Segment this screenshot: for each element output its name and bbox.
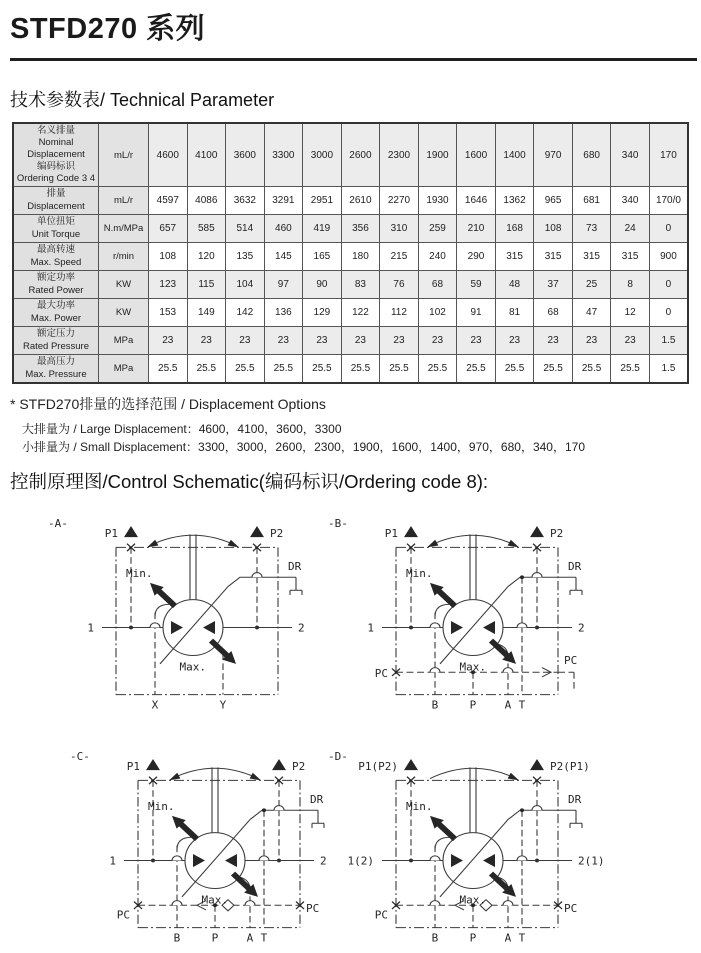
table-cell: 315 [572, 243, 611, 271]
table-cell: 23 [341, 327, 380, 355]
p1-label: P1 [104, 527, 118, 541]
max-label: Max. [459, 660, 486, 674]
table-cell: 1646 [457, 187, 496, 215]
table-cell: 23 [572, 327, 611, 355]
table-cell: 23 [611, 327, 650, 355]
variant-tag: -C- [70, 750, 90, 763]
table-cell: 165 [303, 243, 342, 271]
bottom-port-label: T [260, 931, 268, 945]
table-cell: 108 [534, 215, 573, 243]
bottom-port-label: B [431, 698, 439, 712]
table-cell: 12 [611, 299, 650, 327]
table-cell: 290 [457, 243, 496, 271]
table-cell: 170 [649, 123, 688, 187]
p1-label: P1(P2) [358, 760, 398, 774]
variant-tag: -D- [328, 750, 348, 763]
table-row [13, 271, 688, 299]
table-cell: 81 [495, 299, 534, 327]
table-cell: 2270 [380, 187, 419, 215]
table-cell: 83 [341, 271, 380, 299]
schematic-A [38, 512, 348, 717]
row-label: 最大功率 Max. Power [13, 299, 99, 327]
table-cell: 315 [495, 243, 534, 271]
table-cell: 123 [149, 271, 188, 299]
table-cell: 210 [457, 215, 496, 243]
bottom-port-label: P [469, 931, 477, 945]
table-cell: 135 [226, 243, 265, 271]
table-cell: 1.5 [649, 355, 688, 384]
table-cell: 340 [611, 123, 650, 187]
table-cell: 25.5 [149, 355, 188, 384]
schematic-D [318, 745, 628, 950]
table-cell: 136 [264, 299, 303, 327]
table-cell: 129 [303, 299, 342, 327]
variant-tag: -B- [328, 517, 348, 530]
row-unit: KW [99, 299, 149, 327]
table-cell: 4597 [149, 187, 188, 215]
table-cell: 25.5 [418, 355, 457, 384]
table-cell: 340 [611, 187, 650, 215]
note-small-displacement: 小排量为 / Small Displacement：3300，3000，2600，2300，1900，1600，1400，970，680，340，170 [22, 440, 585, 454]
row-unit: mL/r [99, 123, 149, 187]
title-divider [10, 58, 697, 61]
table-cell: 25.5 [226, 355, 265, 384]
table-cell: 4100 [187, 123, 226, 187]
row-unit: r/min [99, 243, 149, 271]
table-row [13, 187, 688, 215]
table-cell: 37 [534, 271, 573, 299]
table-cell: 25.5 [457, 355, 496, 384]
row-unit: MPa [99, 355, 149, 384]
bottom-port-label: P [469, 698, 477, 712]
table-cell: 23 [495, 327, 534, 355]
port-left-label: 1 [87, 621, 94, 635]
variant-tag: -A- [48, 517, 68, 530]
table-row [13, 215, 688, 243]
table-cell: 0 [649, 271, 688, 299]
table-cell: 90 [303, 271, 342, 299]
p1-label: P1 [126, 760, 140, 774]
note-large-displacement: 大排量为 / Large Displacement：4600，4100，3600，3300 [22, 422, 342, 436]
row-unit: N.m/MPa [99, 215, 149, 243]
schematic-diagram-A- [38, 512, 348, 717]
dr-label: DR [568, 560, 582, 573]
table-cell: 180 [341, 243, 380, 271]
table-cell: 25.5 [303, 355, 342, 384]
row-unit: MPa [99, 327, 149, 355]
bottom-port-label: A [246, 931, 254, 945]
table-cell: 168 [495, 215, 534, 243]
table-cell: 59 [457, 271, 496, 299]
table-cell: 2951 [303, 187, 342, 215]
table-cell: 681 [572, 187, 611, 215]
table-cell: 23 [187, 327, 226, 355]
max-label: Max. [201, 893, 228, 907]
table-cell: 145 [264, 243, 303, 271]
bottom-port-label: A [504, 698, 512, 712]
pc-left-label: PC [374, 908, 388, 922]
table-cell: 25.5 [495, 355, 534, 384]
table-cell: 3300 [264, 123, 303, 187]
dr-label: DR [310, 793, 324, 806]
bottom-port-label: A [504, 931, 512, 945]
table-cell: 25.5 [341, 355, 380, 384]
table-cell: 25.5 [611, 355, 650, 384]
min-label: Min. [406, 567, 433, 581]
table-cell: 115 [187, 271, 226, 299]
bottom-port-label: T [518, 931, 526, 945]
table-cell: 170/0 [649, 187, 688, 215]
bottom-port-label: B [431, 931, 439, 945]
table-cell: 215 [380, 243, 419, 271]
table-cell: 25 [572, 271, 611, 299]
table-row [13, 355, 688, 384]
p1-label: P1 [384, 527, 398, 541]
table-cell: 4600 [149, 123, 188, 187]
p2-label: P2(P1) [550, 760, 590, 774]
table-cell: 153 [149, 299, 188, 327]
table-cell: 68 [418, 271, 457, 299]
table-cell: 1.5 [649, 327, 688, 355]
dr-label: DR [568, 793, 582, 806]
row-label: 最高压力 Max. Pressure [13, 355, 99, 384]
table-cell: 8 [611, 271, 650, 299]
schematic-diagram-B- [318, 512, 628, 717]
table-cell: 3600 [226, 123, 265, 187]
table-cell: 23 [457, 327, 496, 355]
table-cell: 3000 [303, 123, 342, 187]
table-cell: 315 [611, 243, 650, 271]
bottom-port-label: Y [219, 698, 227, 712]
port-left-label: 1 [367, 621, 374, 635]
row-unit: KW [99, 271, 149, 299]
table-cell: 900 [649, 243, 688, 271]
port-left-label: 1 [109, 854, 116, 868]
table-cell: 0 [649, 215, 688, 243]
table-cell: 25.5 [264, 355, 303, 384]
table-cell: 25.5 [534, 355, 573, 384]
table-cell: 4086 [187, 187, 226, 215]
table-cell: 1900 [418, 123, 457, 187]
table-row [13, 243, 688, 271]
dr-label: DR [288, 560, 302, 573]
table-cell: 104 [226, 271, 265, 299]
table-cell: 2610 [341, 187, 380, 215]
table-row [13, 327, 688, 355]
table-cell: 23 [226, 327, 265, 355]
min-label: Min. [125, 567, 153, 581]
table-cell: 120 [187, 243, 226, 271]
bottom-port-label: X [151, 698, 159, 712]
section-heading-technical-parameter: 技术参数表/ Technical Parameter [10, 90, 275, 110]
table-cell: 585 [187, 215, 226, 243]
table-cell: 68 [534, 299, 573, 327]
page-title: STFD270 系列 [10, 13, 206, 45]
pc-left-label: PC [374, 667, 388, 680]
p2-label: P2 [270, 527, 284, 541]
table-cell: 23 [534, 327, 573, 355]
table-cell: 142 [226, 299, 265, 327]
table-cell: 102 [418, 299, 457, 327]
table-cell: 23 [149, 327, 188, 355]
table-cell: 965 [534, 187, 573, 215]
table-cell: 23 [418, 327, 457, 355]
port-right-label: 2 [298, 621, 305, 635]
table-cell: 2600 [341, 123, 380, 187]
schematic-B [318, 512, 628, 717]
min-label: Min. [148, 800, 175, 814]
row-label: 最高转速 Max. Speed [13, 243, 99, 271]
table-cell: 108 [149, 243, 188, 271]
pc-right-label: PC [564, 902, 578, 915]
table-cell: 657 [149, 215, 188, 243]
table-cell: 25.5 [380, 355, 419, 384]
p2-label: P2 [292, 760, 306, 774]
max-label: Max. [459, 893, 486, 907]
table-cell: 259 [418, 215, 457, 243]
table-cell: 23 [303, 327, 342, 355]
schematic-diagram-D- [318, 745, 628, 950]
table-cell: 419 [303, 215, 342, 243]
technical-parameter-table [12, 122, 689, 384]
table-cell: 23 [380, 327, 419, 355]
bottom-port-label: T [518, 698, 526, 712]
table-row [13, 123, 688, 187]
table-cell: 24 [611, 215, 650, 243]
table-cell: 1400 [495, 123, 534, 187]
row-label: 额定压力 Rated Pressure [13, 327, 99, 355]
table-cell: 240 [418, 243, 457, 271]
table-cell: 1930 [418, 187, 457, 215]
table-cell: 1600 [457, 123, 496, 187]
table-cell: 3632 [226, 187, 265, 215]
port-right-label: 2 [320, 854, 327, 868]
table-cell: 48 [495, 271, 534, 299]
row-label: 排量 Displacement [13, 187, 99, 215]
port-right-label: 2(1) [578, 854, 605, 868]
max-label: Max. [179, 660, 206, 674]
pc-right-label: PC [564, 654, 578, 667]
row-label: 名义排量 Nominal Displacement 编码标识 Ordering Code 3 4 [13, 123, 99, 187]
row-unit: mL/r [99, 187, 149, 215]
row-label: 单位扭矩 Unit Torque [13, 215, 99, 243]
table-cell: 310 [380, 215, 419, 243]
table-cell: 25.5 [187, 355, 226, 384]
table-cell: 25.5 [572, 355, 611, 384]
table-cell: 91 [457, 299, 496, 327]
section-heading-control-schematic: 控制原理图/Control Schematic(编码标识/Ordering code 8): [10, 471, 489, 492]
pc-right-label: PC [306, 902, 320, 915]
table-cell: 0 [649, 299, 688, 327]
table-cell: 76 [380, 271, 419, 299]
bottom-port-label: B [173, 931, 181, 945]
row-label: 额定功率 Rated Power [13, 271, 99, 299]
table-cell: 122 [341, 299, 380, 327]
port-left-label: 1(2) [347, 854, 374, 868]
table-cell: 680 [572, 123, 611, 187]
table-cell: 112 [380, 299, 419, 327]
table-cell: 47 [572, 299, 611, 327]
p2-label: P2 [550, 527, 564, 541]
table-cell: 149 [187, 299, 226, 327]
table-cell: 315 [534, 243, 573, 271]
table-cell: 97 [264, 271, 303, 299]
pc-left-label: PC [116, 908, 130, 922]
table-cell: 2300 [380, 123, 419, 187]
note-displacement-options: * STFD270排量的选择范围 / Displacement Options [10, 396, 326, 412]
table-cell: 3291 [264, 187, 303, 215]
port-right-label: 2 [578, 621, 585, 635]
table-cell: 514 [226, 215, 265, 243]
table-cell: 73 [572, 215, 611, 243]
bottom-port-label: P [211, 931, 219, 945]
min-label: Min. [406, 800, 433, 814]
table-row [13, 299, 688, 327]
table-cell: 356 [341, 215, 380, 243]
table-cell: 23 [264, 327, 303, 355]
table-cell: 460 [264, 215, 303, 243]
table-cell: 970 [534, 123, 573, 187]
table-cell: 1362 [495, 187, 534, 215]
